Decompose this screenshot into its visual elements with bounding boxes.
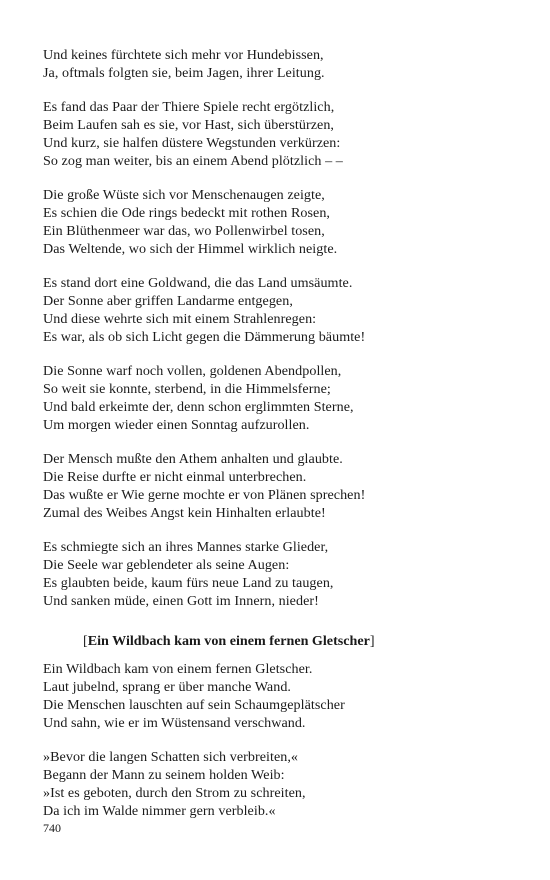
section-title [83, 632, 513, 650]
verse-line: »Bevor die langen Schatten sich verbreiten,« [43, 749, 299, 765]
verse-line: Ja, oftmals folgten sie, beim Jagen, ihrer Leitung. [43, 65, 325, 81]
verse-line: Zumal des Weibes Angst kein Hinhalten erlaubte! [43, 505, 326, 521]
verse-line: Ein Wildbach kam von einem fernen Gletscher. [43, 661, 313, 677]
verse-line: Es war, als ob sich Licht gegen die Dämmerung bäumte! [43, 329, 366, 345]
verse-line: Beim Laufen sah es sie, vor Hast, sich überstürzen, [43, 117, 334, 133]
verse-line: Das wußte er Wie gerne mochte er von Plänen sprechen! [43, 487, 366, 503]
verse-line: »Ist es geboten, durch den Strom zu schreiten, [43, 785, 306, 801]
verse-line: Die Menschen lauschten auf sein Schaumgeplätscher [43, 697, 345, 713]
stanza [43, 186, 513, 258]
stanza [43, 46, 513, 82]
verse-line: Und keines fürchtete sich mehr vor Hundebissen, [43, 47, 324, 63]
verse-line: Ein Blüthenmeer war das, wo Pollenwirbel tosen, [43, 223, 325, 239]
verse-line: Der Mensch mußte den Athem anhalten und glaubte. [43, 451, 343, 467]
stanza [43, 98, 513, 170]
stanza [43, 748, 513, 820]
verse-line: Die große Wüste sich vor Menschenaugen zeigte, [43, 187, 325, 203]
verse-line: Die Reise durfte er nicht einmal unterbrechen. [43, 469, 307, 485]
verse-line: Und sanken müde, einen Gott im Innern, nieder! [43, 593, 319, 609]
section-bracket-open: [ [83, 633, 88, 649]
verse-line: Und bald erkeimte der, denn schon erglimmten Sterne, [43, 399, 354, 415]
verse-line: Es schmiegte sich an ihres Mannes starke Glieder, [43, 539, 329, 555]
poem-part-1 [43, 46, 513, 610]
verse-line: Das Weltende, wo sich der Himmel wirklich neigte. [43, 241, 338, 257]
verse-line: Da ich im Walde nimmer gern verbleib.« [43, 803, 276, 819]
verse-line: Laut jubelnd, sprang er über manche Wand. [43, 679, 291, 695]
stanza [43, 450, 513, 522]
verse-line: Begann der Mann zu seinem holden Weib: [43, 767, 285, 783]
stanza [43, 274, 513, 346]
stanza [43, 362, 513, 434]
verse-line: Die Seele war geblendeter als seine Augen: [43, 557, 290, 573]
verse-line: Es schien die Ode rings bedeckt mit rothen Rosen, [43, 205, 331, 221]
section-title-text: Ein Wildbach kam von einem fernen Gletscher [87, 633, 370, 649]
verse-line: Es glaubten beide, kaum fürs neue Land zu taugen, [43, 575, 334, 591]
stanza [43, 538, 513, 610]
poem-page [43, 46, 513, 836]
verse-line: Der Sonne aber griffen Landarme entgegen, [43, 293, 293, 309]
section-bracket-close: ] [369, 633, 375, 649]
verse-line: Es stand dort eine Goldwand, die das Land umsäumte. [43, 275, 353, 291]
verse-line: So zog man weiter, bis an einem Abend plötzlich – – [43, 153, 343, 169]
verse-line: Und kurz, sie halfen düstere Wegstunden verkürzen: [43, 135, 341, 151]
verse-line: Um morgen wieder einen Sonntag aufzurollen. [43, 417, 310, 433]
verse-line: So weit sie konnte, sterbend, in die Himmelsferne; [43, 381, 331, 397]
verse-line: Und sahn, wie er im Wüstensand verschwand. [43, 715, 306, 731]
verse-line: Und diese wehrte sich mit einem Strahlenregen: [43, 311, 317, 327]
verse-line: Es fand das Paar der Thiere Spiele recht ergötzlich, [43, 99, 335, 115]
page-number: 740 [43, 821, 61, 835]
verse-line: Die Sonne warf noch vollen, goldenen Abendpollen, [43, 363, 342, 379]
stanza [43, 660, 513, 732]
poem-part-2 [43, 660, 513, 820]
